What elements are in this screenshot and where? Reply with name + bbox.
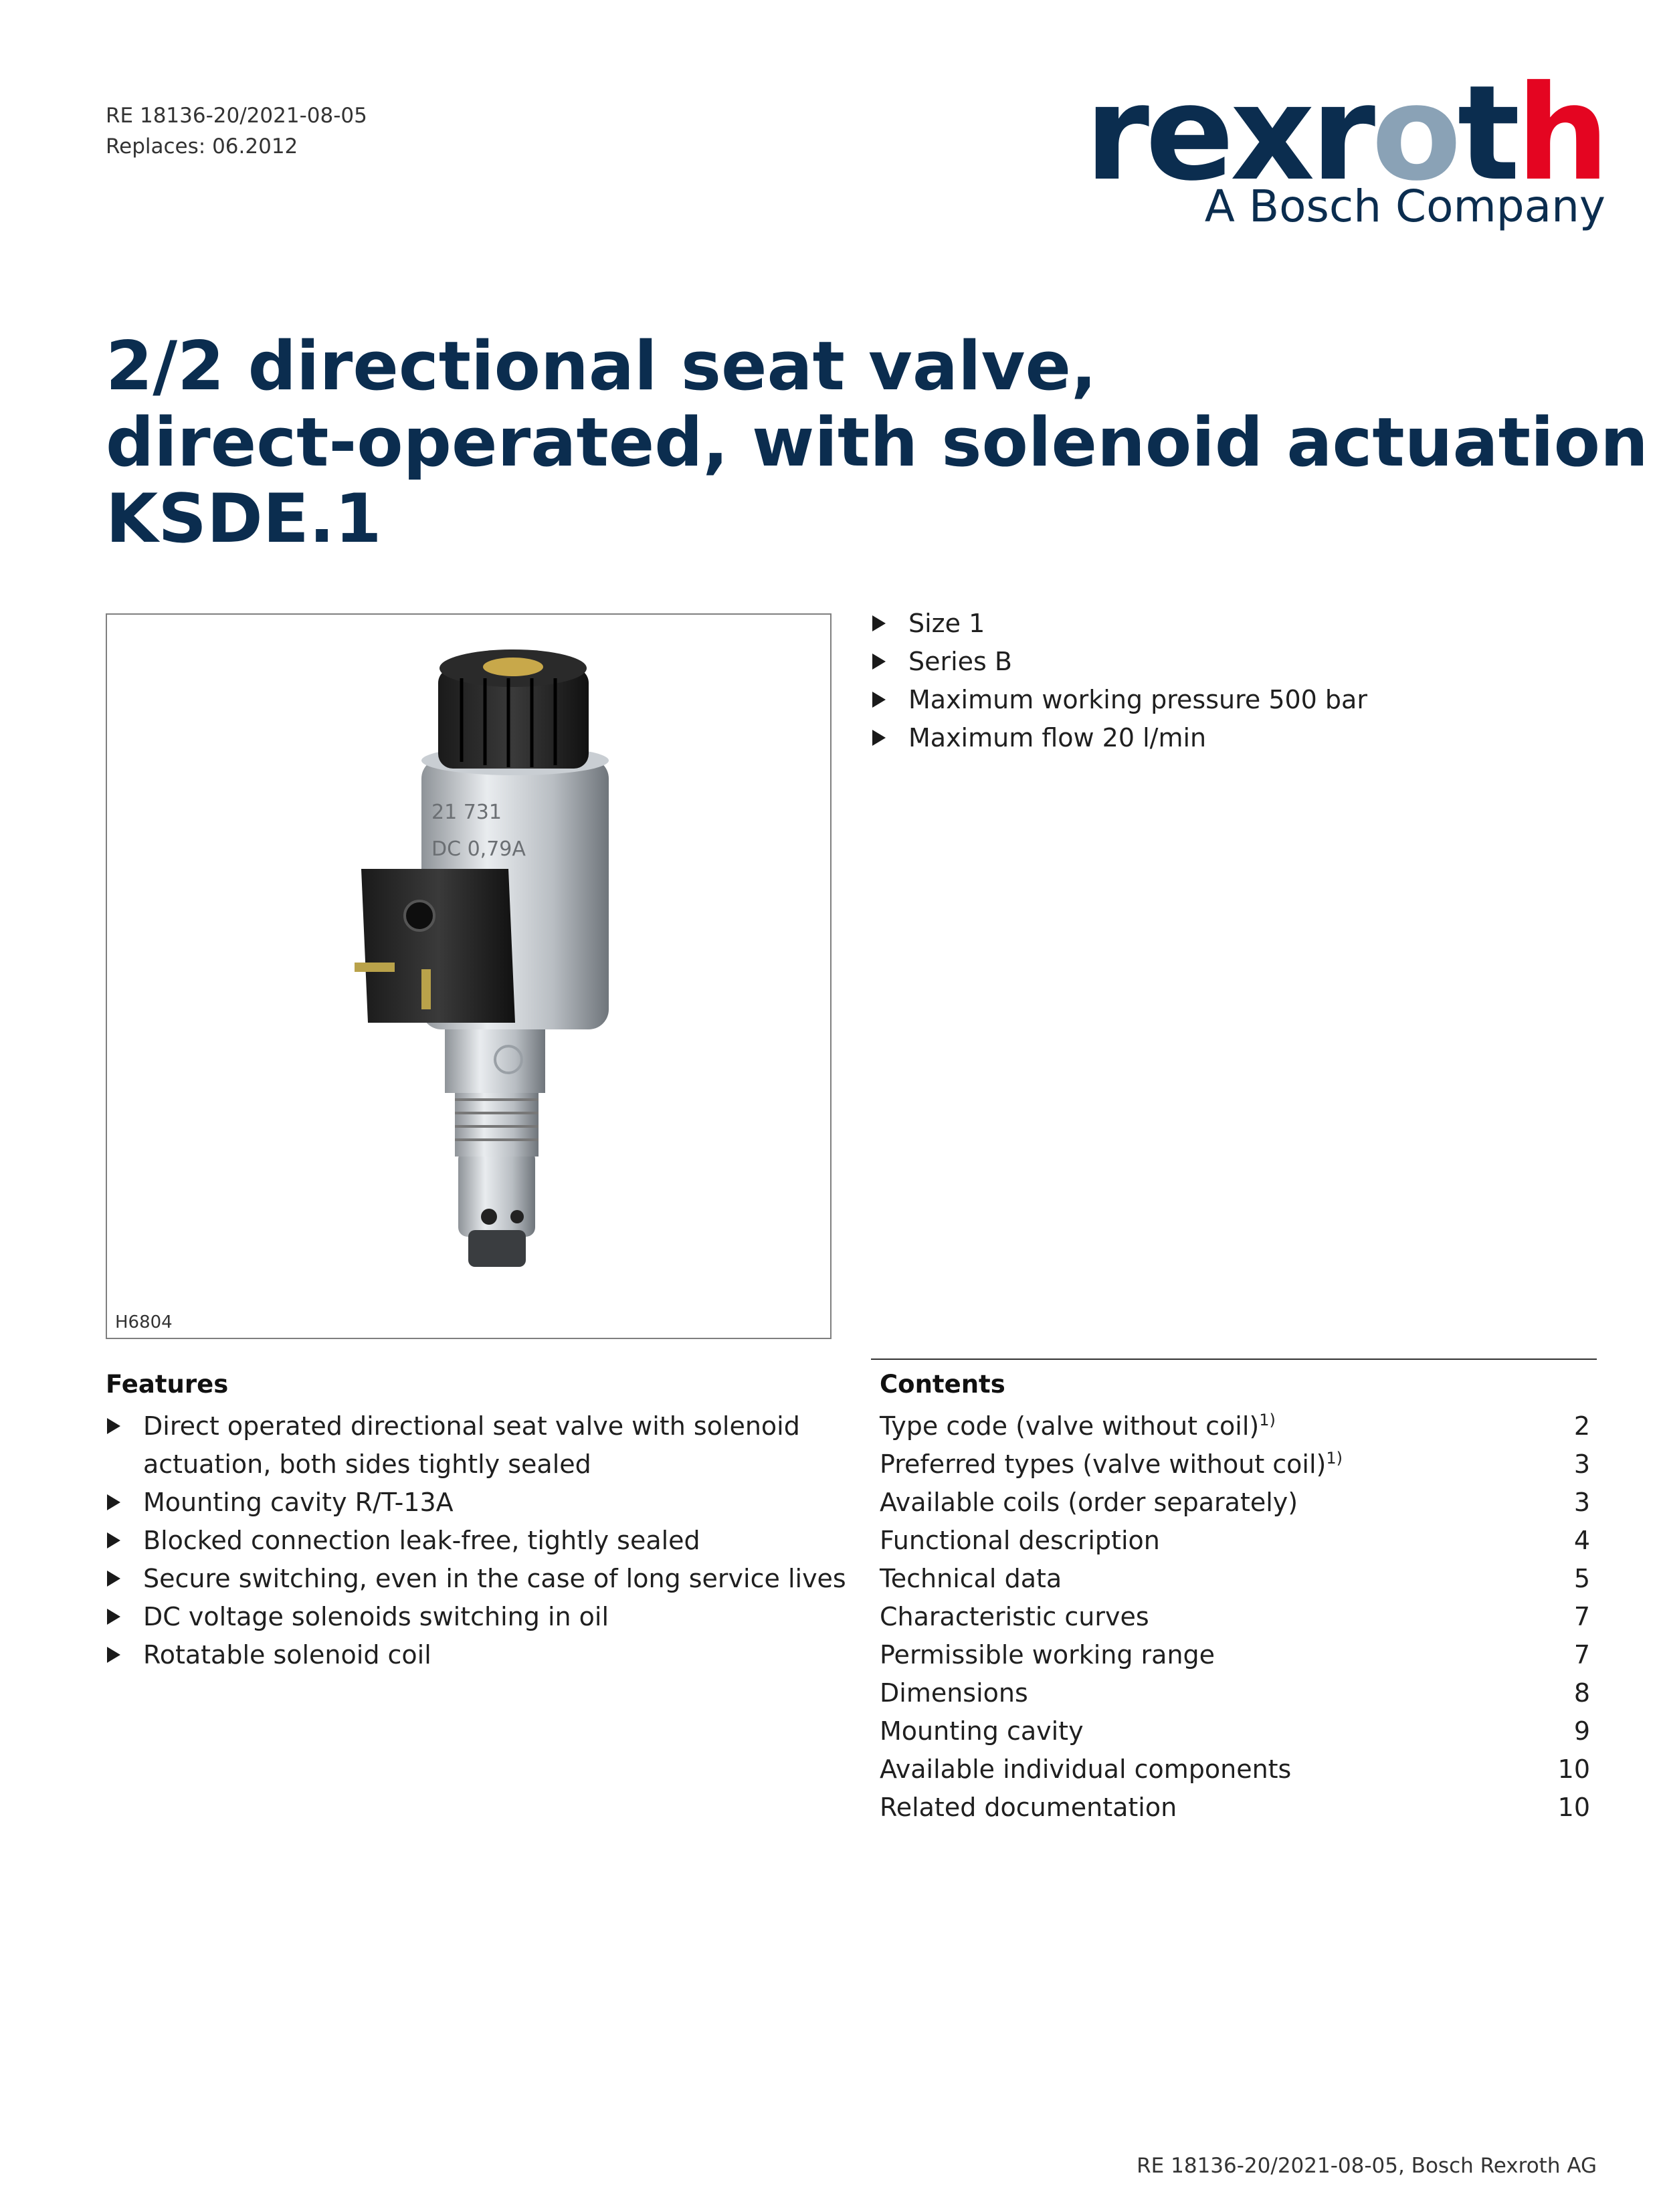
- feature-item: DC voltage solenoids switching in oil: [106, 1598, 848, 1636]
- contents-heading: Contents: [880, 1370, 1005, 1399]
- toc-page-number: 10: [1557, 1754, 1590, 1784]
- document-meta: [106, 100, 367, 162]
- toc-entry[interactable]: Available coils (order separately) 3: [880, 1484, 1590, 1522]
- key-data-item: Maximum flow 20 l/min: [871, 719, 1607, 757]
- bullet-triangle-icon: [872, 653, 886, 670]
- bullet-triangle-icon: [107, 1418, 120, 1434]
- valve-illustration: [107, 615, 830, 1338]
- toc-page-number: 3: [1573, 1488, 1590, 1517]
- table-of-contents: [880, 1407, 1590, 1827]
- bullet-triangle-icon: [872, 692, 886, 708]
- bullet-triangle-icon: [107, 1647, 120, 1663]
- bullet-triangle-icon: [872, 615, 886, 631]
- toc-page-number: 5: [1573, 1564, 1590, 1593]
- coil-label-2: DC 0,79A: [431, 837, 526, 861]
- bullet-triangle-icon: [107, 1571, 120, 1587]
- bullet-triangle-icon: [107, 1609, 120, 1625]
- toc-entry[interactable]: Related documentation 10: [880, 1789, 1590, 1827]
- page-title: [106, 326, 1648, 558]
- toc-entry[interactable]: Dimensions 8: [880, 1674, 1590, 1712]
- toc-page-number: 4: [1573, 1526, 1590, 1555]
- toc-page-number: 3: [1573, 1449, 1590, 1479]
- toc-page-number: 7: [1573, 1602, 1590, 1631]
- bullet-triangle-icon: [107, 1494, 120, 1510]
- feature-item: Mounting cavity R/T-13A: [106, 1484, 848, 1522]
- toc-page-number: 7: [1573, 1640, 1590, 1670]
- photo-caption: H6804: [115, 1312, 173, 1332]
- toc-entry[interactable]: Permissible working range 7: [880, 1636, 1590, 1674]
- replaces-note: Replaces: 06.2012: [106, 134, 298, 159]
- page-footer: RE 18136-20/2021-08-05, Bosch Rexroth AG: [1137, 2154, 1597, 2178]
- logo-wordmark: rexroth: [1084, 58, 1605, 210]
- title-line-3: KSDE.1: [106, 479, 382, 558]
- rexroth-logo: [1084, 58, 1605, 241]
- feature-item: Secure switching, even in the case of long service lives: [106, 1560, 848, 1598]
- feature-item: Rotatable solenoid coil: [106, 1636, 848, 1674]
- key-data-item: Maximum working pressure 500 bar: [871, 681, 1607, 719]
- product-photo: [106, 613, 832, 1339]
- toc-entry[interactable]: Available individual components 10: [880, 1750, 1590, 1789]
- section-divider: [871, 1359, 1597, 1360]
- toc-page-number: 8: [1573, 1678, 1590, 1708]
- toc-page-number: 9: [1573, 1716, 1590, 1746]
- toc-entry[interactable]: Mounting cavity 9: [880, 1712, 1590, 1750]
- title-line-1: 2/2 directional seat valve,: [106, 326, 1097, 405]
- title-line-2: direct-operated, with solenoid actuation: [106, 403, 1648, 482]
- bullet-triangle-icon: [872, 730, 886, 746]
- document-reference: RE 18136-20/2021-08-05: [106, 104, 367, 128]
- toc-page-number: 10: [1557, 1793, 1590, 1822]
- feature-item: Direct operated directional seat valve with solenoid actuation, both sides tightly sealed: [106, 1407, 848, 1484]
- toc-entry[interactable]: Preferred types (valve without coil)$^{1)}$ 3: [880, 1445, 1590, 1484]
- features-heading: Features: [106, 1370, 229, 1399]
- features-list: [106, 1407, 848, 1674]
- bullet-triangle-icon: [107, 1532, 120, 1548]
- coil-label-1: 21 731: [431, 801, 502, 824]
- key-data-list: [871, 605, 1607, 757]
- toc-entry[interactable]: Functional description 4: [880, 1522, 1590, 1560]
- feature-item: Blocked connection leak-free, tightly sealed: [106, 1522, 848, 1560]
- toc-page-number: 2: [1573, 1411, 1590, 1441]
- key-data-item: Series B: [871, 643, 1607, 681]
- toc-entry[interactable]: Characteristic curves 7: [880, 1598, 1590, 1636]
- toc-entry[interactable]: Type code (valve without coil)$^{1)}$ 2: [880, 1407, 1590, 1445]
- toc-entry[interactable]: Technical data 5: [880, 1560, 1590, 1598]
- logo-subtitle: A Bosch Company: [1204, 181, 1605, 232]
- key-data-item: Size 1: [871, 605, 1607, 643]
